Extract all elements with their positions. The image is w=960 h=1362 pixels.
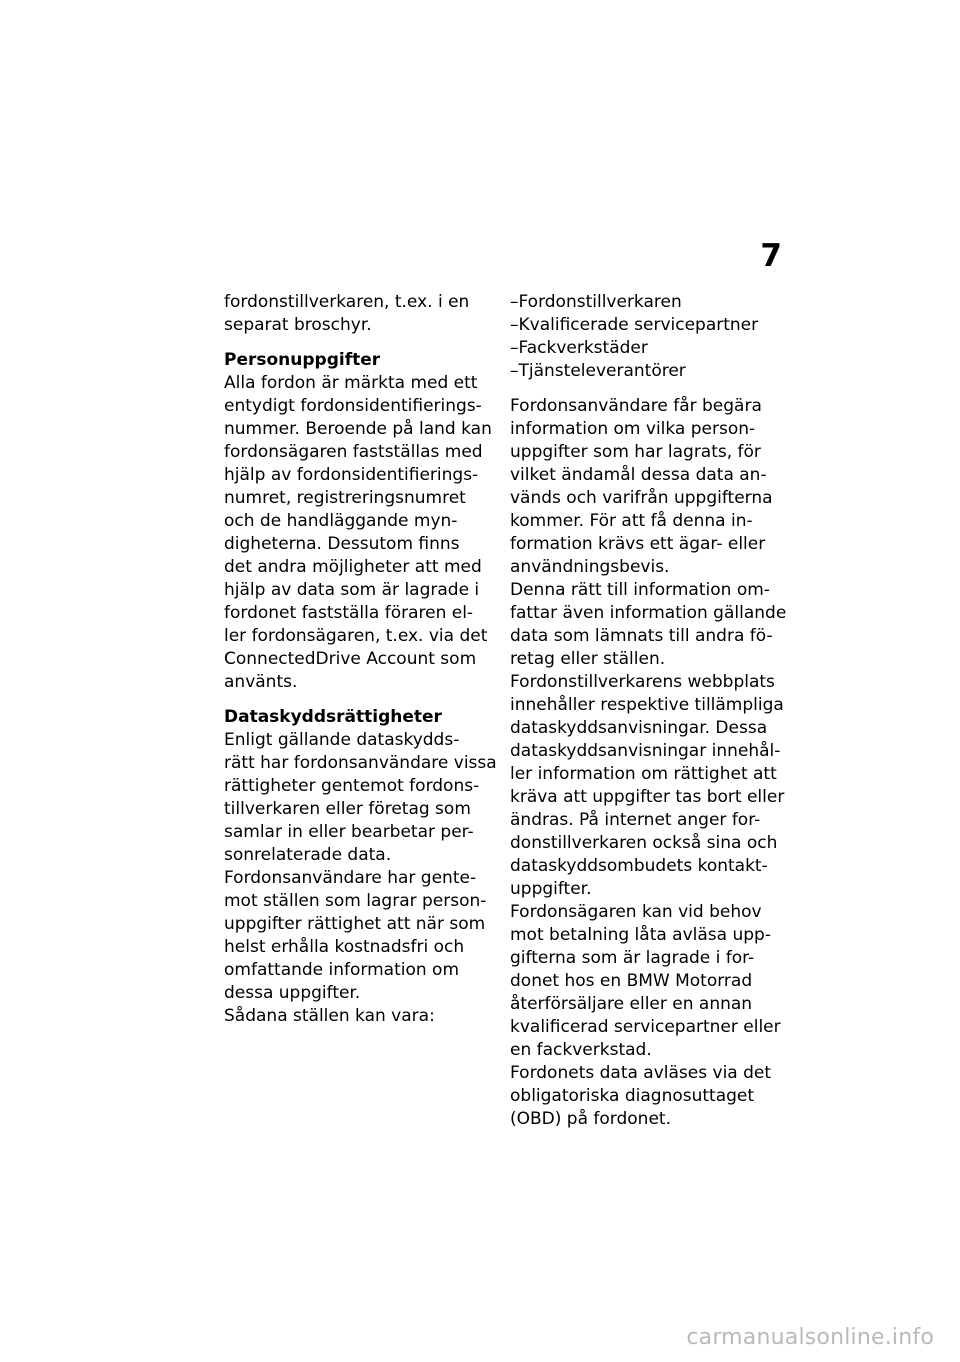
text-line: ler fordonsägaren, t.ex. via det: [224, 626, 488, 646]
text-line: Fordonstillverkarens webbplats: [510, 672, 775, 692]
rights-body-text: [510, 395, 786, 1131]
text-line: uppgifter rättighet att när som: [224, 914, 486, 934]
text-line: separat broschyr.: [224, 315, 372, 335]
text-line: rättigheter gentemot fordons-: [224, 776, 480, 796]
text-line: vilket ändamål dessa data an-: [510, 465, 767, 485]
text-line: gifterna som är lagrade i for-: [510, 948, 755, 968]
intro-paragraph: [224, 291, 496, 337]
text-line: uppgifter.: [510, 879, 592, 899]
text-line: ler information om rättighet att: [510, 764, 777, 784]
text-line: hjälp av fordonsidentifierings-: [224, 465, 479, 485]
text-line: det andra möjligheter att med: [224, 557, 482, 577]
text-line: dataskyddsombudets kontakt-: [510, 856, 768, 876]
text-line: kräva att uppgifter tas bort eller: [510, 787, 785, 807]
text-line: digheterna. Dessutom finns: [224, 534, 460, 554]
list-item: –Tjänsteleverantörer: [510, 361, 686, 381]
text-line: Enligt gällande dataskydds-: [224, 730, 460, 750]
text-line: entydigt fordonsidentifierings-: [224, 396, 482, 416]
section-heading-dataskyddsrattigheter: Dataskyddsrättigheter: [224, 707, 442, 727]
text-line: Fordonsanvändare har gente-: [224, 868, 477, 888]
text-line: numret, registreringsnumret: [224, 488, 466, 508]
page-number: 7: [760, 238, 782, 274]
paragraph-gap: [510, 383, 786, 395]
section-data-protection-rights: [224, 706, 496, 1028]
text-line: uppgifter som har lagrats, för: [510, 442, 761, 462]
text-line: hjälp av data som är lagrade i: [224, 580, 480, 600]
text-line: dessa uppgifter.: [224, 983, 361, 1003]
text-line: sonrelaterade data.: [224, 845, 392, 865]
text-line: retag eller ställen.: [510, 649, 666, 669]
section-heading-personuppgifter: Personuppgifter: [224, 350, 381, 370]
text-line: nummer. Beroende på land kan: [224, 419, 492, 439]
text-line: användningsbevis.: [510, 557, 670, 577]
text-line: kvalificerad servicepartner eller: [510, 1017, 781, 1037]
text-line: fordonstillverkaren, t.ex. i en: [224, 292, 470, 312]
paragraph-gap: [224, 694, 496, 706]
text-line: ConnectedDrive Account som: [224, 649, 477, 669]
section-personal-data: [224, 349, 496, 694]
text-line: Fordonsanvändare får begära: [510, 396, 762, 416]
text-line: information om vilka person-: [510, 419, 756, 439]
left-column: [224, 291, 496, 1028]
text-line: data som lämnats till andra fö-: [510, 626, 773, 646]
text-line: och de handläggande myn-: [224, 511, 458, 531]
text-line: tillverkaren eller företag som: [224, 799, 471, 819]
list-item: –Fordonstillverkaren: [510, 292, 682, 312]
text-line: Denna rätt till information om-: [510, 580, 770, 600]
list-item: –Kvalificerade servicepartner: [510, 315, 759, 335]
text-line: Fordonets data avläses via det: [510, 1063, 772, 1083]
text-line: samlar in eller bearbetar per-: [224, 822, 474, 842]
text-line: kommer. För att få denna in-: [510, 511, 753, 531]
text-line: fordonet fastställa föraren el-: [224, 603, 474, 623]
right-column: [510, 291, 786, 1131]
text-line: Alla fordon är märkta med ett: [224, 373, 478, 393]
text-line: dataskyddsanvisningar innehål-: [510, 741, 781, 761]
text-line: obligatoriska diagnosuttaget: [510, 1086, 755, 1106]
text-line: formation krävs ett ägar- eller: [510, 534, 766, 554]
text-line: fordonsägaren fastställas med: [224, 442, 483, 462]
text-line: ändras. På internet anger for-: [510, 810, 761, 830]
text-line: fattar även information gällande: [510, 603, 787, 623]
footer-watermark: carmanualsonline.info: [686, 1325, 934, 1350]
text-line: rätt har fordonsanvändare vissa: [224, 753, 497, 773]
list-item: –Fackverkstäder: [510, 338, 648, 358]
text-line: mot ställen som lagrar person-: [224, 891, 487, 911]
text-line: (OBD) på fordonet.: [510, 1109, 671, 1129]
text-line: Fordonsägaren kan vid behov: [510, 902, 762, 922]
text-line: donstillverkaren också sina och: [510, 833, 778, 853]
text-line: mot betalning låta avläsa upp-: [510, 925, 771, 945]
paragraph-gap: [224, 337, 496, 349]
text-line: återförsäljare eller en annan: [510, 994, 753, 1014]
text-line: donet hos en BMW Motorrad: [510, 971, 753, 991]
text-line: använts.: [224, 672, 298, 692]
text-line: dataskyddsanvisningar. Dessa: [510, 718, 768, 738]
text-line: helst erhålla kostnadsfri och: [224, 937, 465, 957]
text-line: en fackverkstad.: [510, 1040, 652, 1060]
text-line: vänds och varifrån uppgifterna: [510, 488, 773, 508]
text-line: innehåller respektive tillämpliga: [510, 695, 784, 715]
text-line: Sådana ställen kan vara:: [224, 1006, 435, 1026]
text-line: omfattande information om: [224, 960, 460, 980]
data-holders-list: [510, 291, 786, 383]
